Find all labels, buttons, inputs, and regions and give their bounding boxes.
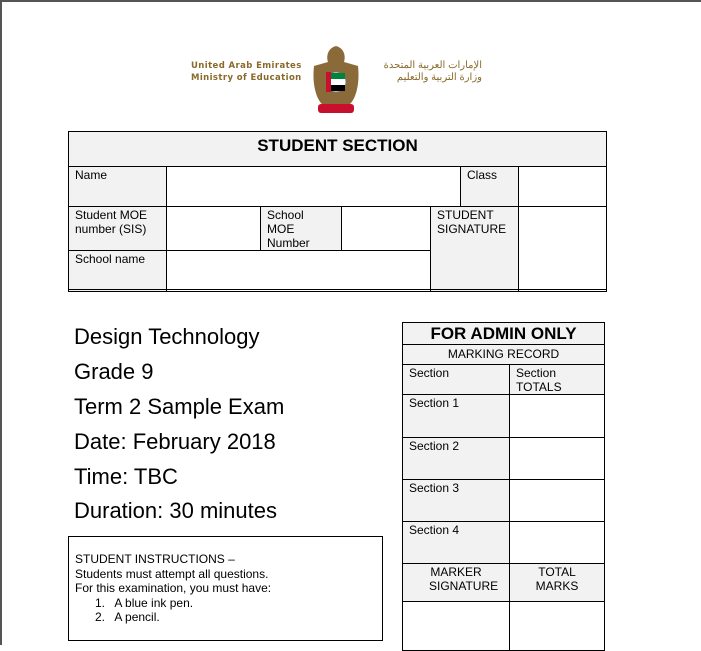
marker-signature-field[interactable] bbox=[402, 601, 510, 651]
exam-term: Term 2 Sample Exam bbox=[74, 394, 285, 419]
section-total-field[interactable] bbox=[509, 479, 605, 522]
student-instructions bbox=[68, 536, 383, 641]
marker-signature-label: MARKER SIGNATURE bbox=[402, 563, 510, 602]
section-total-field[interactable] bbox=[509, 437, 605, 480]
moe-ar-line2: وزارة التربية والتعليم bbox=[396, 72, 482, 83]
section-row-label: Section 3 bbox=[402, 479, 510, 522]
admin-title: FOR ADMIN ONLY bbox=[402, 322, 605, 345]
instructions-line: For this examination, you must have: bbox=[75, 581, 272, 595]
class-label: Class bbox=[460, 166, 519, 207]
school-moe-field[interactable] bbox=[341, 206, 431, 251]
section-row-label: Section 1 bbox=[402, 394, 510, 438]
moe-english-name bbox=[191, 60, 302, 84]
class-field[interactable] bbox=[518, 166, 607, 207]
moe-arabic-name bbox=[372, 60, 482, 84]
instructions-item: 2. A pencil. bbox=[95, 610, 160, 624]
school-name-field[interactable] bbox=[166, 250, 431, 292]
total-marks-field[interactable] bbox=[509, 601, 605, 651]
student-section-title: STUDENT SECTION bbox=[68, 131, 607, 167]
instructions-item: 1. A blue ink pen. bbox=[95, 595, 194, 610]
exam-grade: Grade 9 bbox=[74, 359, 154, 384]
school-moe-label: School MOE Number bbox=[260, 206, 342, 251]
item-text: A blue ink pen. bbox=[114, 595, 194, 610]
instructions-heading: STUDENT INSTRUCTIONS – bbox=[75, 552, 235, 566]
signature-field[interactable] bbox=[518, 206, 607, 292]
moe-line2: Ministry of Education bbox=[191, 73, 302, 83]
exam-date: Date: February 2018 bbox=[74, 429, 276, 454]
section-row-label: Section 4 bbox=[402, 521, 510, 564]
name-label: Name bbox=[68, 166, 167, 207]
section-total-field[interactable] bbox=[509, 521, 605, 564]
item-text: A pencil. bbox=[114, 610, 160, 624]
instructions-line: Students must attempt all questions. bbox=[75, 566, 269, 581]
sis-field[interactable] bbox=[166, 206, 261, 251]
section-row-label: Section 2 bbox=[402, 437, 510, 480]
sis-label: Student MOE number (SIS) bbox=[68, 206, 167, 251]
school-name-label: School name bbox=[68, 250, 167, 292]
marking-record: MARKING RECORD bbox=[402, 344, 605, 365]
name-field[interactable] bbox=[166, 166, 461, 207]
uae-emblem-icon bbox=[308, 44, 364, 116]
section-total-field[interactable] bbox=[509, 394, 605, 438]
moe-line1: United Arab Emirates bbox=[191, 61, 302, 71]
double-rule bbox=[68, 289, 607, 290]
section-header: Section bbox=[402, 364, 510, 395]
exam-subject: Design Technology bbox=[74, 324, 260, 349]
signature-label: STUDENT SIGNATURE bbox=[430, 206, 519, 292]
exam-time: Time: TBC bbox=[74, 464, 178, 489]
total-marks-label: TOTAL MARKS bbox=[509, 563, 605, 602]
moe-ar-line1: الإمارات العربية المتحدة bbox=[383, 60, 482, 71]
section-totals-header: Section TOTALS bbox=[509, 364, 605, 395]
exam-duration: Duration: 30 minutes bbox=[74, 498, 277, 523]
